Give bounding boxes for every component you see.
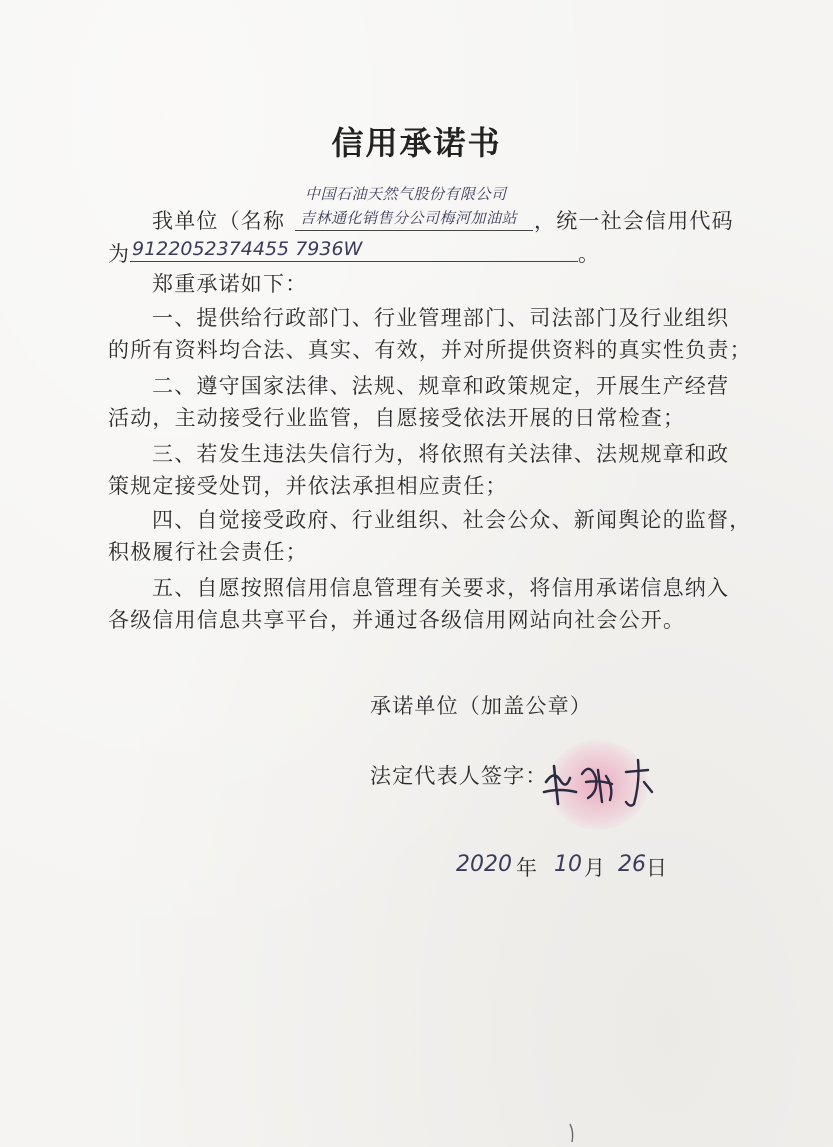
date-month-char: 月 (584, 856, 607, 880)
item-1-line1: 一、提供给行政部门、行业管理部门、司法部门及行业组织 (152, 306, 730, 330)
date-year: 2020 (456, 852, 512, 877)
intro-text-part2: ，统一社会信用代码 (534, 209, 734, 233)
company-name-underline (295, 230, 533, 231)
item-1-line2: 的所有资料均合法、真实、有效，并对所提供资料的真实性负责； (108, 338, 752, 362)
legal-rep-label: 法定代表人签字： (370, 764, 548, 788)
code-prefix: 为 (108, 242, 131, 266)
promisor-label: 承诺单位（加盖公章） (370, 694, 592, 718)
date-day-char: 日 (646, 856, 669, 880)
date-month: 10 (554, 852, 582, 877)
intro-text-part1: 我单位（名称 (152, 209, 286, 233)
company-name-line1: 中国石油天然气股份有限公司 (305, 185, 507, 203)
item-3-line1: 三、若发生违法失信行为，将依照有关法律、法规规章和政 (152, 442, 730, 466)
promise-intro: 郑重承诺如下： (152, 272, 308, 296)
item-2-line2: 活动，主动接受行业监管，自愿接受依法开展的日常检查； (108, 406, 686, 430)
code-suffix: 。 (578, 242, 601, 266)
item-3-line2: 策规定接受处罚，并依法承担相应责任； (108, 474, 508, 498)
handwritten-signature (540, 752, 670, 812)
date-year-char: 年 (516, 856, 539, 880)
item-4-line1: 四、自觉接受政府、行业组织、社会公众、新闻舆论的监督， (152, 508, 752, 532)
credit-code-underline (130, 261, 578, 262)
credit-code-value: 9122052374455 7936W (132, 238, 363, 260)
stray-mark (566, 1122, 580, 1144)
item-4-line2: 积极履行社会责任； (108, 540, 308, 564)
company-name-line2: 吉林通化销售分公司梅河加油站 (300, 209, 518, 227)
item-2-line1: 二、遵守国家法律、法规、规章和政策规定，开展生产经营 (152, 374, 730, 398)
date-day: 26 (618, 852, 646, 877)
document-title: 信用承诺书 (331, 124, 502, 162)
item-5-line2: 各级信用信息共享平台，并通过各级信用网站向社会公开。 (108, 608, 686, 632)
item-5-line1: 五、自愿按照信用信息管理有关要求，将信用承诺信息纳入 (152, 576, 730, 600)
